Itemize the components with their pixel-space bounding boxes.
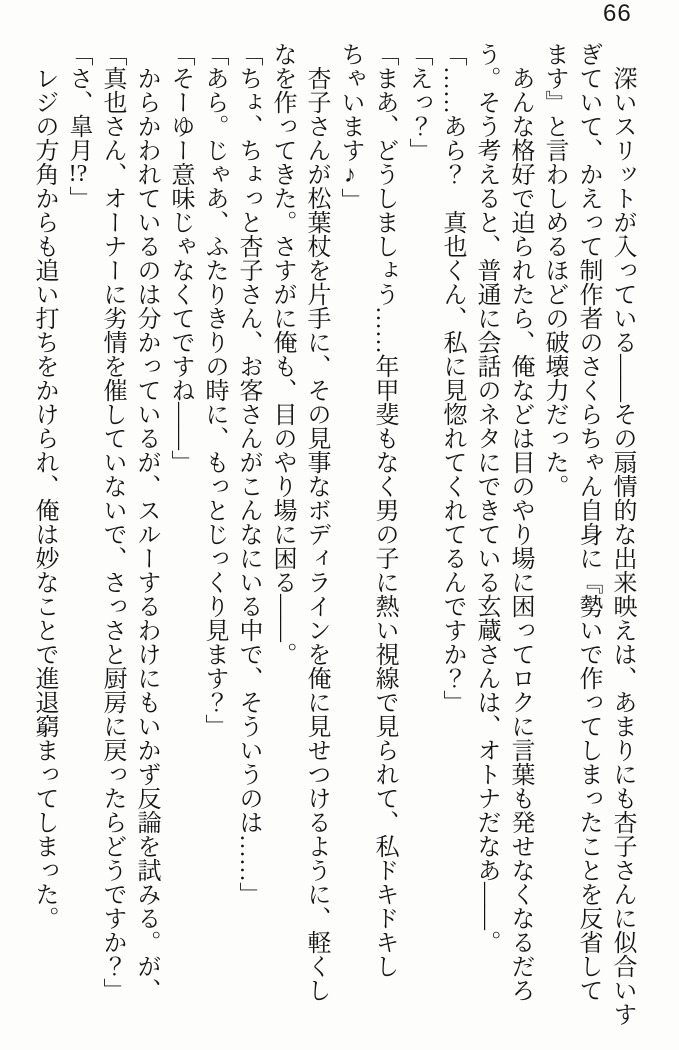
- text-column: 「……あら？ 真也くん、私に見惚れてくれてるんですか？」: [439, 42, 465, 714]
- text-column: 「まあ、どうしましょう……年甲斐もなく男の子に熱い視線で見られて、私ドキドキし: [371, 42, 397, 978]
- text-column: 「ちょ、ちょっと杏子さん、お客さんがこんなにいる中で、そういうのは……」: [235, 42, 261, 906]
- tate-chu-yoko: !?: [68, 162, 88, 186]
- text-column: 杏子さんが松葉杖を片手に、その見事なボディラインを俺に見せつけるように、軽くし: [303, 42, 329, 1002]
- page-number: 66: [603, 0, 632, 27]
- text-column: からかわれているのは分かっているが、スルーするわけにもいかず反論を試みる。が、: [133, 42, 159, 1002]
- text-column: 「そーゆー意味じゃなくてですね――」: [167, 42, 193, 474]
- text-column: 「さ、皐月!?」: [65, 42, 91, 210]
- text-column: う。そう考えると、普通に会話のネタにできている玄蔵さんは、オトナだなあ――。: [473, 42, 499, 954]
- text-column: 深いスリットが入っている――その扇情的な出来映えは、あまりにも杏子さんに似合いす: [609, 42, 635, 1026]
- text-block: [31, 42, 639, 1044]
- text-column: なを作ってきた。さすがに俺も、目のやり場に困る――。: [269, 42, 295, 666]
- text-column: 「あら。じゃあ、ふたりきりの時に、もっとじっくり見ます？」: [201, 42, 227, 738]
- text-column: レジの方角からも追い打ちをかけられ、俺は妙なことで進退窮まってしまった。: [31, 42, 57, 930]
- text-column: 「えっ？」: [405, 42, 431, 162]
- text-column: ちゃいます♪」: [337, 42, 363, 212]
- text-column: 「真也さん、オーナーに劣情を催していないで、さっさと厨房に戻ったらどうですか？」: [99, 42, 125, 1002]
- text-column: ます』と言わしめるほどの破壊力だった。: [541, 42, 567, 498]
- text-column: ぎていて、かえって制作者のさくらちゃん自身に『勢いで作ってしまったことを反省して: [575, 42, 601, 1002]
- text-column: あんな格好で迫られたら、俺などは目のやり場に困ってロクに言葉も発せなくなるだろ: [507, 42, 533, 1002]
